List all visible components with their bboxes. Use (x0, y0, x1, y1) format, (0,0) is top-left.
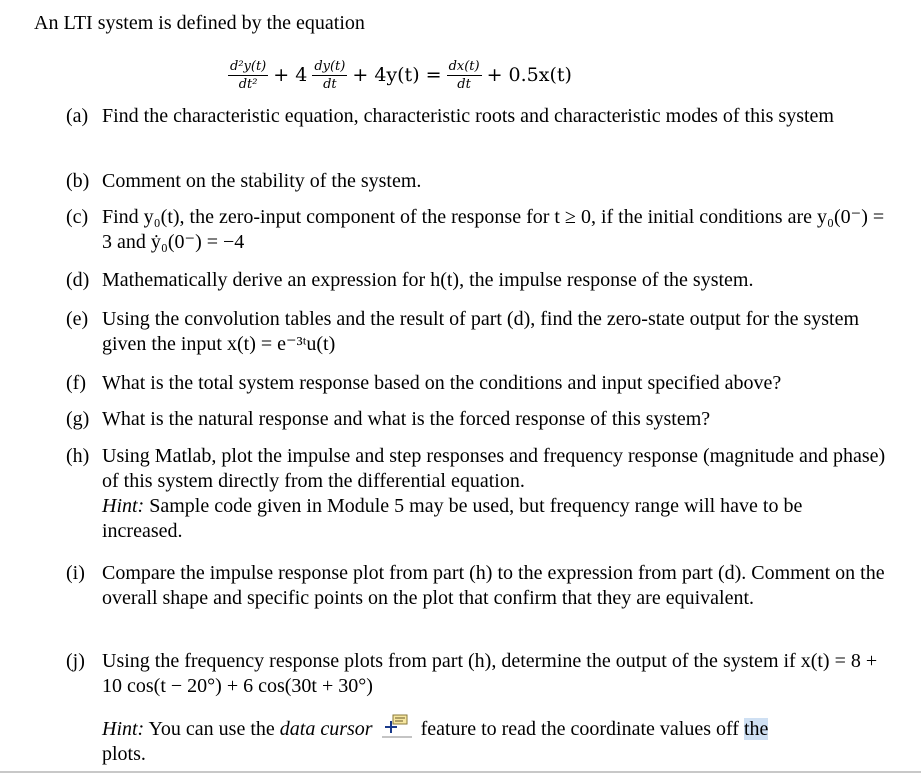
part-text: Using the frequency response plots from part (h), determine the output of the system if x(t) = 8 + 10 cos(t − 20°) + 6 cos(30t + 30°) (102, 650, 878, 697)
first-derivative-term (312, 60, 347, 91)
part-g (66, 407, 886, 432)
part-e (66, 307, 886, 357)
part-text: What is the natural response and what is the forced response of this system? (102, 408, 711, 430)
part-text: What is the total system response based on the conditions and input specified above? (102, 372, 782, 394)
eq-end: + 0.5x(t) (486, 64, 572, 86)
hint-emphasis: data cursor (279, 718, 373, 740)
part-b (66, 169, 886, 194)
part-label: (i) (66, 562, 85, 584)
eq-middle: + 4y(t) = (352, 64, 442, 86)
bottom-divider (0, 771, 921, 773)
part-text: Find the characteristic equation, characteristic roots and characteristic modes of this system (102, 105, 834, 127)
part-label: (b) (66, 170, 90, 192)
hint-text-after: feature to read the coordinate values off (420, 718, 739, 740)
part-text: Using the convolution tables and the result of part (d), find the zero-state output for the system given the input x(t) = e⁻³ᵗu(t) (102, 308, 860, 355)
frac-numerator: dx(t) (448, 58, 480, 74)
part-label: (f) (66, 372, 86, 394)
second-derivative-term (228, 60, 268, 91)
hint-text: Sample code given in Module 5 may be used, but frequency range will have to be increased. (102, 495, 803, 542)
part-text: Comment on the stability of the system. (102, 170, 422, 192)
part-text: Mathematically derive an expression for h(t), the impulse response of the system. (102, 269, 754, 291)
part-d (66, 268, 886, 293)
hint-h (102, 494, 882, 544)
part-label: (j) (66, 650, 85, 672)
part-text: Find y₀(t), the zero-input component of the response for t ≥ 0, if the initial conditions are y₀(0⁻) = 3 and ẏ₀(0⁻) = −4 (102, 206, 885, 253)
part-a (66, 104, 886, 129)
hint-tail: plots. (102, 743, 146, 765)
part-label: (c) (66, 206, 89, 228)
frac-denominator: dt² (238, 76, 258, 92)
eq-operator: + 4 (273, 64, 308, 86)
highlighted-word: the (743, 718, 769, 740)
part-label: (d) (66, 269, 90, 291)
input-derivative-term (447, 60, 482, 91)
part-label: (a) (66, 105, 89, 127)
hint-prefix: Hint: (102, 718, 145, 740)
hint-text-before: You can use the (148, 718, 275, 740)
part-text: Compare the impulse response plot from part (h) to the expression from part (d). Comment on the overall shape and specific points on the plot that confirm that they are equivalent. (102, 562, 885, 609)
part-f (66, 371, 886, 396)
differential-equation (226, 50, 575, 100)
part-i (66, 561, 886, 611)
frac-denominator: dt (323, 76, 337, 92)
part-label: (g) (66, 408, 90, 430)
data-cursor-icon (382, 713, 412, 739)
hint-prefix: Hint: (102, 495, 145, 517)
part-j (66, 649, 886, 699)
frac-numerator: d²y(t) (230, 58, 267, 74)
part-c (66, 205, 886, 255)
part-label: (e) (66, 308, 89, 330)
hint-j (102, 713, 892, 767)
part-text: Using Matlab, plot the impulse and step responses and frequency response (magnitude and phase) of this system directly from the differential equation. (102, 445, 886, 492)
part-h (66, 444, 886, 494)
frac-numerator: dy(t) (314, 58, 346, 74)
intro-text: An LTI system is defined by the equation (34, 12, 365, 34)
part-label: (h) (66, 445, 90, 467)
frac-denominator: dt (457, 76, 471, 92)
